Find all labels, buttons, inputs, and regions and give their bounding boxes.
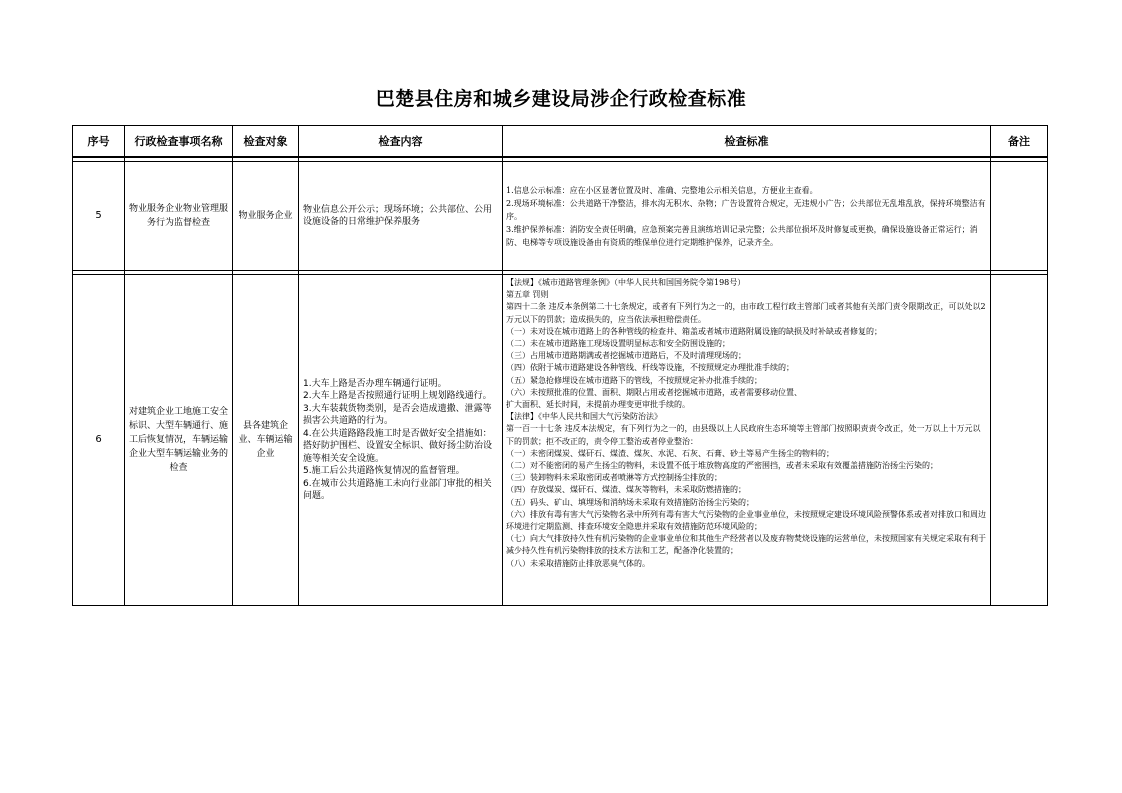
row-target: 物业服务企业 <box>233 162 299 271</box>
row-remark <box>991 275 1048 606</box>
row-content <box>299 275 503 606</box>
standard-line: （一）未对设在城市道路上的各种管线的检查井、箱盖或者城市道路附属设施的缺损及时补缺或者修复的； <box>506 326 882 336</box>
standard-line: （七）向大气排放持久性有机污染物的企业事业单位和其他生产经营者以及废弃物焚烧设施的运营单位，未按照国家有关规定采取有利于减少持久性有机污染物排放的技术方法和工艺，配备净化装置的； <box>506 534 986 556</box>
content-line: 2.大车上路是否按照通行证明上规划路线通行。 <box>303 391 492 401</box>
standard-line: （六）排放有毒有害大气污染物名录中所列有毒有害大气污染物的企业事业单位，未按照规定建设环境风险预警体系或者对排放口和周边环境进行定期监测、排查环境安全隐患并采取有效措施防范环境风险的； <box>506 509 986 532</box>
standard-line: 第四十二条 违反本条例第二十七条规定，或者有下列行为之一的，由市政工程行政主管部门或者其他有关部门责令限期改正，可以处以2万元以下的罚款；造成损失的，应当依法承担赔偿责任。 <box>506 302 986 324</box>
standard-line: （二）对不能密闭的易产生扬尘的物料，未设置不低于堆放物高度的严密围挡，或者未采取有效覆盖措施防治扬尘污染的； <box>506 461 938 471</box>
row-standard <box>503 275 991 606</box>
standard-line: 第一百一十七条 违反本法规定，有下列行为之一的，由县级以上人民政府生态环境等主管部门按照职责责令改正，处一万以上十万元以下的罚款；拒不改正的，责令停工整治或者停业整治： <box>506 424 981 446</box>
standard-line: 2.现场环境标准：公共道路干净整洁，排水沟无积水、杂物；广告设置符合规定，无违规小广告；公共部位无乱堆乱放，保持环境整洁有序。 <box>506 198 986 221</box>
header-content: 检查内容 <box>299 126 503 158</box>
row-seq: 6 <box>73 275 125 606</box>
standard-line: 【法律】《中华人民共和国大气污染防治法》 <box>506 412 662 422</box>
standard-line: （四）依附于城市道路建设各种管线、杆线等设施，不按照规定办理批准手续的； <box>506 363 794 373</box>
content-line: 3.大车装载货物类别，是否会造成遗撒、泄露等损害公共道路的行为。 <box>303 403 492 426</box>
row-item-name: 物业服务企业物业管理服务行为监督检查 <box>125 162 233 271</box>
header-item-name: 行政检查事项名称 <box>125 126 233 158</box>
header-seq: 序号 <box>73 126 125 158</box>
row-seq: 5 <box>73 162 125 271</box>
standard-line: （八）未采取措施防止排放恶臭气体的。 <box>506 558 650 568</box>
header-target: 检查对象 <box>233 126 299 158</box>
content-line: 6.在城市公共道路施工未向行业部门审批的相关问题。 <box>303 478 492 501</box>
standard-line: （二）未在城市道路施工现场设置明显标志和安全防围设施的； <box>506 339 730 349</box>
standard-line: （四）存放煤炭、煤矸石、煤渣、煤灰等物料，未采取防燃措施的； <box>506 485 746 495</box>
standard-line: （三）占用城市道路期满或者挖掘城市道路后，不及时清理现场的； <box>506 351 746 361</box>
standard-line: （五）紧急抢修埋设在城市道路下的管线，不按照规定补办批准手续的； <box>506 375 762 385</box>
row-item-name: 对建筑企业工地施工安全标识、大型车辆通行、施工后恢复情况，车辆运输企业大型车辆运输业务的检查 <box>125 275 233 606</box>
inspection-standards-table <box>72 125 1048 606</box>
standard-line: 1.信息公示标准：应在小区显著位置及时、准确、完整地公示相关信息，方便业主查看。 <box>506 185 818 195</box>
standard-line: （三）装卸物料未采取密闭或者喷淋等方式控制扬尘排放的； <box>506 473 722 483</box>
row-remark <box>991 162 1048 271</box>
table-header-row <box>73 126 1048 158</box>
standard-line: （五）码头、矿山、填埋场和消纳场未采取有效措施防治扬尘污染的； <box>506 497 754 507</box>
header-standard: 检查标准 <box>503 126 991 158</box>
standard-line: 第五章 罚则 <box>506 290 549 300</box>
content-line: 物业信息公开公示；现场环境；公共部位、公用设施设备的日常维护保养服务 <box>303 204 493 227</box>
content-line: 1.大车上路是否办理车辆通行证明。 <box>303 378 447 389</box>
row-standard <box>503 162 991 271</box>
standard-line: 扩大面积、延长时间，未提前办理变更审批手续的。 <box>506 400 690 410</box>
header-remark: 备注 <box>991 126 1048 158</box>
row-target: 县各建筑企业、车辆运输企业 <box>233 275 299 606</box>
row-content <box>299 162 503 271</box>
content-line: 4.在公共道路路段施工时是否做好安全措施如：搭好防护围栏、设置安全标识、做好扬尘防治设施等相关安全设施。 <box>303 428 493 464</box>
content-line: 5.施工后公共道路恢复情况的监督管理。 <box>303 466 465 476</box>
page-title: 巴楚县住房和城乡建设局涉企行政检查标准 <box>375 88 747 110</box>
table-row <box>73 162 1048 271</box>
standard-line: 3.维护保养标准：消防安全责任明确，应急预案完善且演练培训记录完整；公共部位损坏及时修复或更换，确保设施设备正常运行；消防、电梯等专项设施设备由有资质的维保单位进行定期维护保养，记录齐全。 <box>506 224 978 247</box>
standard-line: 【法规】《城市道路管理条例》（中华人民共和国国务院令第198号） <box>506 278 746 287</box>
standard-line: （六）未按照批准的位置、面积、期限占用或者挖掘城市道路，或者需要移动位置、 <box>506 387 802 397</box>
table-row <box>73 275 1048 606</box>
standard-line: （一）未密闭煤炭、煤矸石、煤渣、煤灰、水泥、石灰、石膏、砂土等易产生扬尘的物料的； <box>506 448 834 458</box>
